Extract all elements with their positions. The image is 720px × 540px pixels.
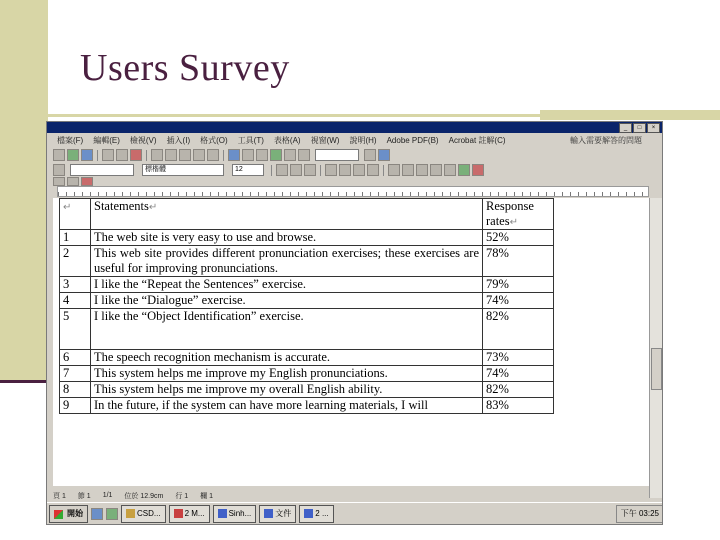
help-question-box[interactable]: 輸入需要解答的問題 [570, 136, 642, 145]
start-label: 開始 [67, 509, 83, 518]
font-color-icon[interactable] [472, 164, 484, 176]
border-icon[interactable] [444, 164, 456, 176]
menu-insert[interactable]: 插入(I) [166, 135, 191, 145]
window-titlebar [47, 122, 662, 133]
row-statement: The web site is very easy to use and browse. [91, 230, 483, 246]
slide-decor-rule-left [0, 380, 50, 383]
vertical-scrollbar[interactable] [649, 198, 662, 498]
row-rate: 78% [483, 246, 554, 277]
new-icon[interactable] [53, 149, 65, 161]
justify-icon[interactable] [367, 164, 379, 176]
taskbar [47, 502, 663, 525]
table-row [60, 382, 554, 398]
document-map-icon[interactable] [284, 149, 296, 161]
word-icon [264, 509, 273, 518]
row-rate: 83% [483, 398, 554, 414]
row-number: 2 [60, 246, 91, 277]
menu-edit[interactable]: 編輯(E) [93, 135, 120, 145]
hyperlink-icon[interactable] [228, 149, 240, 161]
preview-icon[interactable] [116, 149, 128, 161]
status-pages: 1/1 [102, 492, 113, 499]
italic-icon[interactable] [290, 164, 302, 176]
toolbar-separator [223, 150, 224, 161]
spell-check-icon[interactable] [130, 149, 142, 161]
menu-format[interactable]: 格式(O) [200, 135, 228, 145]
row-rate: 73% [483, 350, 554, 366]
app-icon [174, 509, 183, 518]
paste-icon[interactable] [179, 149, 191, 161]
status-section: 節 1 [77, 492, 91, 500]
row-rate: 79% [483, 277, 554, 293]
status-bar [47, 490, 663, 501]
table-row [60, 277, 554, 293]
row-statement: This system helps me improve my English pronunciations. [91, 366, 483, 382]
menu-adobe-pdf[interactable]: Adobe PDF(B) [386, 135, 439, 145]
show-hide-icon[interactable] [298, 149, 310, 161]
maximize-icon[interactable]: □ [633, 123, 646, 133]
toolbar-separator [146, 150, 147, 161]
row-number: 8 [60, 382, 91, 398]
outdent-icon[interactable] [416, 164, 428, 176]
table-row [60, 398, 554, 414]
row-statement: This web site provides different pronunciation exercises; these exercises are useful for improving pronunciations. [91, 246, 483, 277]
redo-icon[interactable] [207, 149, 219, 161]
table-row [60, 293, 554, 309]
header-statements: Statements↵ [91, 199, 483, 230]
status-line: 行 1 [175, 492, 189, 500]
menu-help[interactable]: 說明(H) [349, 135, 377, 145]
print-view-icon[interactable] [81, 177, 93, 186]
web-view-icon[interactable] [67, 177, 79, 186]
row-number: 6 [60, 350, 91, 366]
cut-icon[interactable] [151, 149, 163, 161]
menu-tools[interactable]: 工具(T) [237, 135, 264, 145]
menu-window[interactable]: 視窗(W) [310, 135, 340, 145]
start-button[interactable] [49, 505, 88, 523]
taskbar-item[interactable]: CSD... [121, 505, 166, 523]
undo-icon[interactable] [193, 149, 205, 161]
toolbar-separator [271, 165, 272, 176]
copy-icon[interactable] [165, 149, 177, 161]
status-column: 欄 1 [200, 492, 214, 500]
row-rate: 74% [483, 293, 554, 309]
row-rate: 74% [483, 366, 554, 382]
row-statement: I like the “Object Identification” exercise. [91, 309, 483, 350]
toolbar-separator [383, 165, 384, 176]
app-icon [218, 509, 227, 518]
table-row [60, 366, 554, 382]
scrollbar-thumb[interactable] [651, 348, 662, 390]
survey-table [59, 198, 554, 414]
table-row [60, 246, 554, 277]
font-size-combo[interactable]: 12 [232, 164, 264, 176]
save-icon[interactable] [81, 149, 93, 161]
table-row [60, 350, 554, 366]
toolbar-separator [320, 165, 321, 176]
toolbar-separator [97, 150, 98, 161]
windows-logo-icon [54, 510, 63, 519]
slide-decor-rule [48, 114, 720, 117]
taskbar-item[interactable]: 2 M... [169, 505, 210, 523]
taskbar-item[interactable]: 文件 [259, 505, 296, 523]
align-left-icon[interactable] [325, 164, 337, 176]
row-statement: I like the “Dialogue” exercise. [91, 293, 483, 309]
zoom-combo[interactable] [315, 149, 359, 161]
row-statement: I like the “Repeat the Sentences” exercise. [91, 277, 483, 293]
styles-icon[interactable] [53, 164, 65, 176]
slide-title: Users Survey [80, 47, 290, 89]
quicklaunch-ie-icon[interactable] [91, 508, 103, 520]
bold-icon[interactable] [276, 164, 288, 176]
columns-icon[interactable] [256, 149, 268, 161]
menu-acrobat-comments[interactable]: Acrobat 註解(C) [448, 135, 506, 145]
header-response: Response rates↵ [483, 199, 554, 230]
open-icon[interactable] [67, 149, 79, 161]
style-combo[interactable] [70, 164, 134, 176]
help-icon[interactable] [364, 149, 376, 161]
row-number: 4 [60, 293, 91, 309]
font-combo[interactable]: 標楷體 [142, 164, 224, 176]
horizontal-ruler[interactable] [57, 186, 649, 197]
folder-icon [126, 509, 135, 518]
menu-table[interactable]: 表格(A) [273, 135, 301, 145]
taskbar-item[interactable]: 2 ... [299, 505, 333, 523]
table-row [60, 230, 554, 246]
row-statement: The speech recognition mechanism is accurate. [91, 350, 483, 366]
drawing-icon[interactable] [270, 149, 282, 161]
status-position: 位於 12.9cm [124, 492, 164, 500]
minimize-icon[interactable]: _ [619, 123, 632, 133]
formatting-toolbar [47, 163, 663, 177]
row-statement: This system helps me improve my overall English ability. [91, 382, 483, 398]
align-right-icon[interactable] [353, 164, 365, 176]
table-header-row [60, 199, 554, 230]
document-page [53, 198, 649, 486]
row-rate: 82% [483, 382, 554, 398]
slide-decor-band [0, 0, 48, 383]
table-icon[interactable] [242, 149, 254, 161]
underline-icon[interactable] [304, 164, 316, 176]
view-buttons [47, 177, 663, 186]
row-statement: In the future, if the system can have more learning materials, I will [91, 398, 483, 414]
table-cell: ↵ [60, 199, 91, 230]
word-icon [304, 509, 313, 518]
print-icon[interactable] [102, 149, 114, 161]
row-number: 3 [60, 277, 91, 293]
menu-view[interactable]: 檢視(V) [129, 135, 157, 145]
standard-toolbar [47, 148, 663, 162]
close-icon[interactable]: × [647, 123, 660, 133]
normal-view-icon[interactable] [53, 177, 65, 186]
highlight-icon[interactable] [458, 164, 470, 176]
system-tray-clock: 下午 03:25 [616, 505, 663, 523]
row-number: 5 [60, 309, 91, 350]
read-icon[interactable] [378, 149, 390, 161]
quicklaunch-desktop-icon[interactable] [106, 508, 118, 520]
word-processor-screenshot [46, 121, 663, 525]
menu-bar [47, 134, 663, 146]
menu-file[interactable]: 檔案(F) [57, 135, 84, 145]
row-number: 9 [60, 398, 91, 414]
table-row [60, 309, 554, 350]
indent-icon[interactable] [430, 164, 442, 176]
bullets-icon[interactable] [402, 164, 414, 176]
row-rate: 82% [483, 309, 554, 350]
numbering-icon[interactable] [388, 164, 400, 176]
row-number: 7 [60, 366, 91, 382]
row-rate: 52% [483, 230, 554, 246]
taskbar-item[interactable]: Sinh... [213, 505, 257, 523]
row-number: 1 [60, 230, 91, 246]
align-center-icon[interactable] [339, 164, 351, 176]
status-page: 頁 1 [53, 492, 66, 500]
